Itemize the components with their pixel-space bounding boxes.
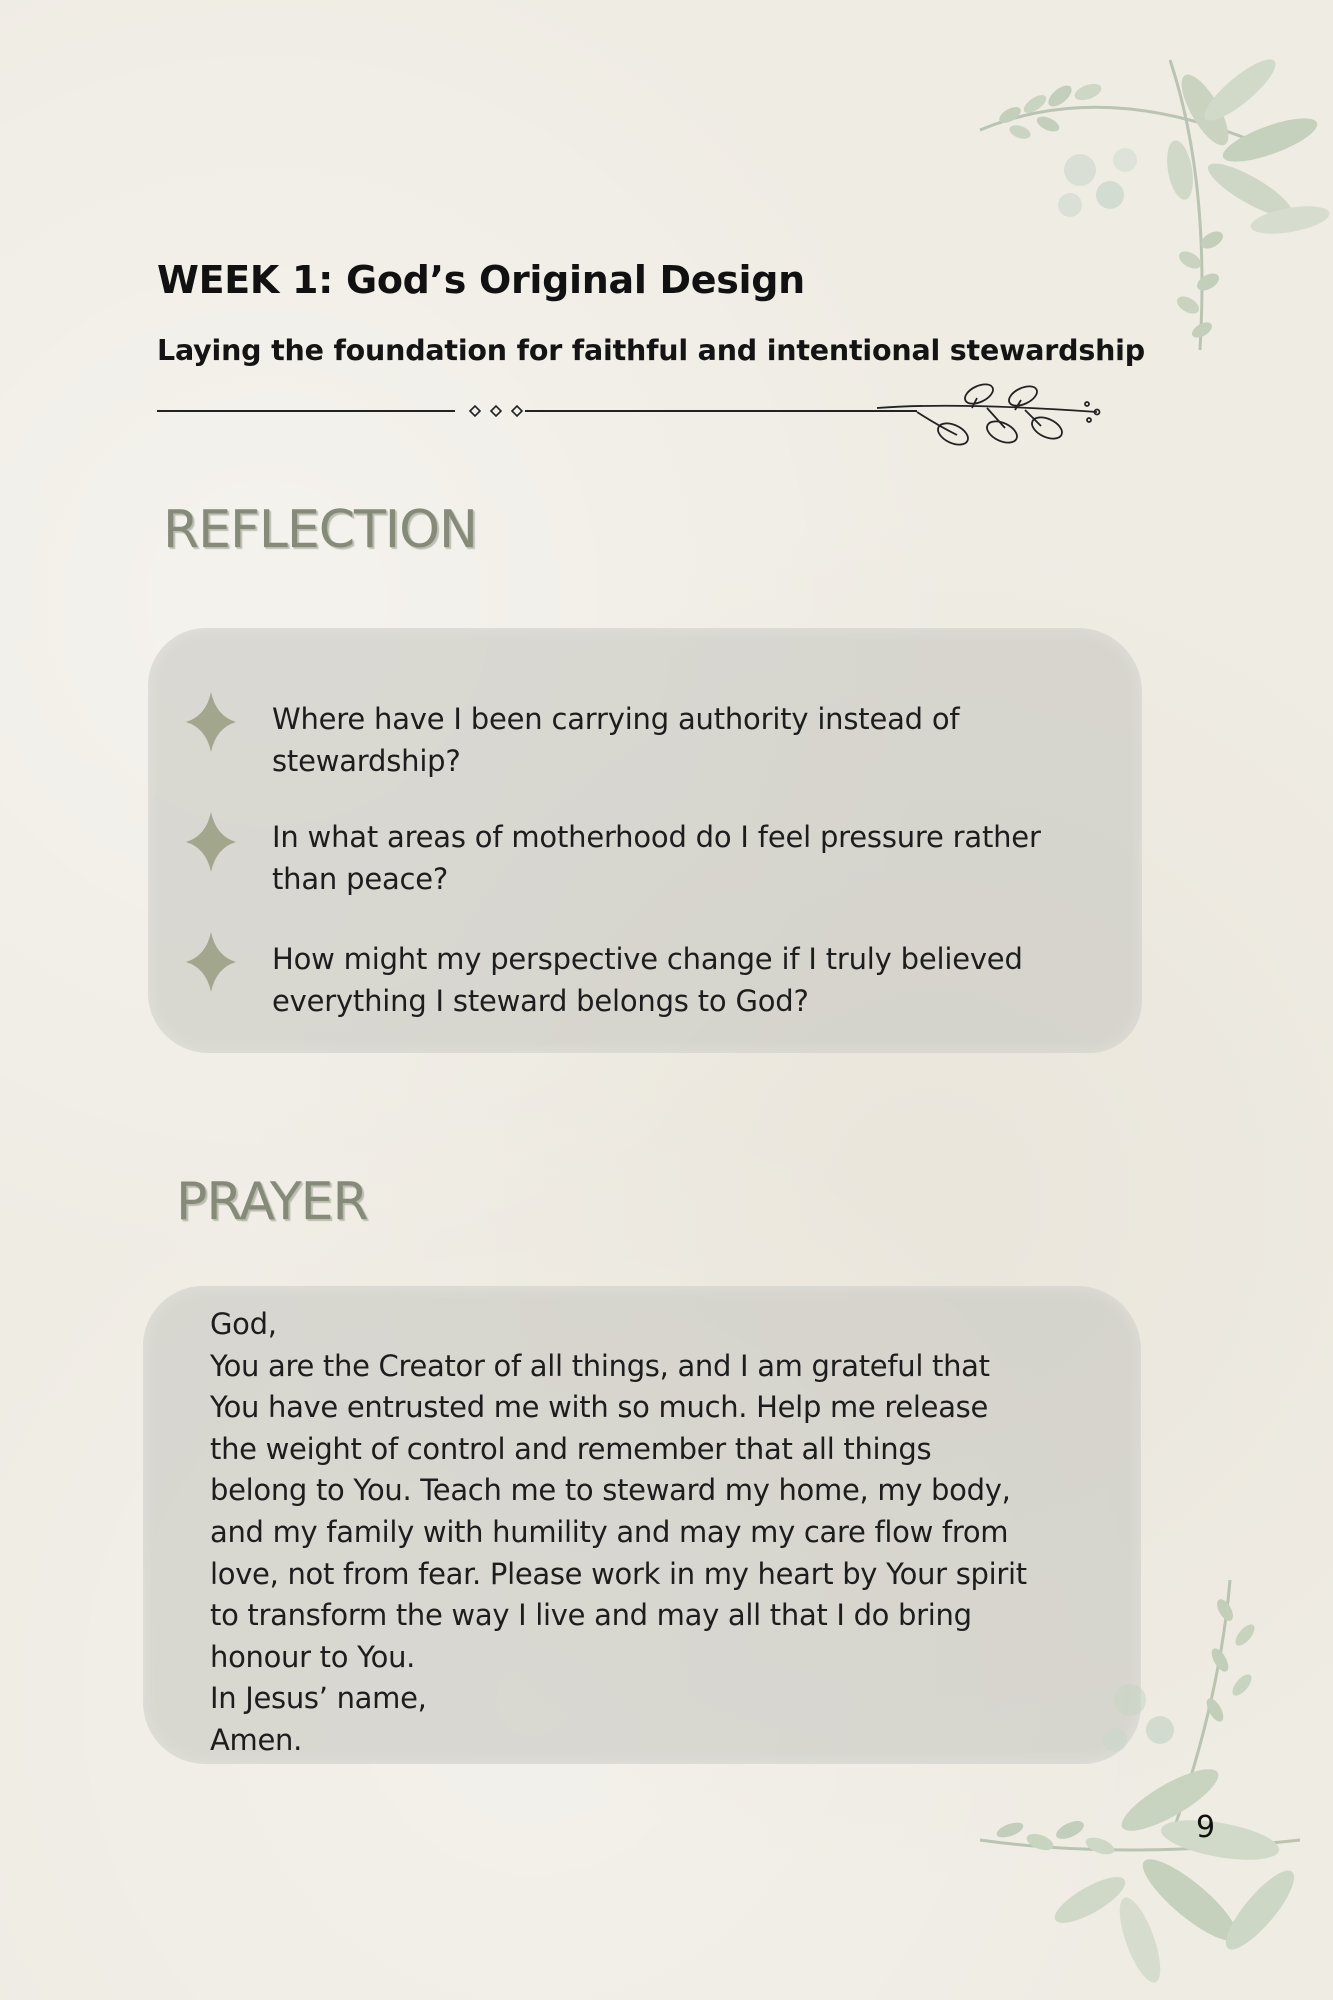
prayer-line: You are the Creator of all things, and I am grateful that <box>210 1348 990 1383</box>
page-title: WEEK 1: God’s Original Design <box>157 258 805 302</box>
reflection-question-text: How might my perspective change if I truly believed everything I steward belongs to God? <box>272 942 1023 1018</box>
diamond-dots-icon <box>470 406 522 416</box>
prayer-heading: PRAYER <box>176 1172 368 1232</box>
leaf-branch-icon <box>877 380 1100 449</box>
diamond-icon <box>186 692 236 752</box>
reflection-question-text: Where have I been carrying authority instead of stewardship? <box>272 702 960 778</box>
prayer-line: the weight of control and remember that all things <box>210 1431 932 1466</box>
prayer-line: You have entrusted me with so much. Help me release <box>210 1390 989 1425</box>
diamond-icon <box>186 812 236 872</box>
foliage-decoration-bottom <box>970 1580 1333 2000</box>
ornamental-divider <box>157 380 1117 452</box>
prayer-line: honour to You. <box>210 1639 416 1674</box>
reflection-question-text: In what areas of motherhood do I feel pressure rather than peace? <box>272 820 1041 896</box>
prayer-line: to transform the way I live and may all that I do bring <box>210 1598 972 1633</box>
prayer-line: God, <box>210 1307 277 1341</box>
prayer-line: Amen. <box>210 1722 303 1757</box>
page-subtitle: Laying the foundation for faithful and intentional stewardship <box>157 334 1145 367</box>
prayer-line: belong to You. Teach me to steward my home, my body, <box>210 1473 1011 1508</box>
prayer-line: love, not from fear. Please work in my heart by Your spirit <box>210 1556 1027 1591</box>
foliage-decoration-top <box>950 20 1333 380</box>
prayer-line: In Jesus’ name, <box>210 1681 427 1716</box>
reflection-heading: REFLECTION <box>163 500 477 560</box>
page-number: 9 <box>1196 1810 1216 1845</box>
prayer-line: and my family with humility and may my care flow from <box>210 1514 1009 1549</box>
diamond-icon <box>186 932 236 992</box>
reflection-card <box>148 628 1142 1053</box>
